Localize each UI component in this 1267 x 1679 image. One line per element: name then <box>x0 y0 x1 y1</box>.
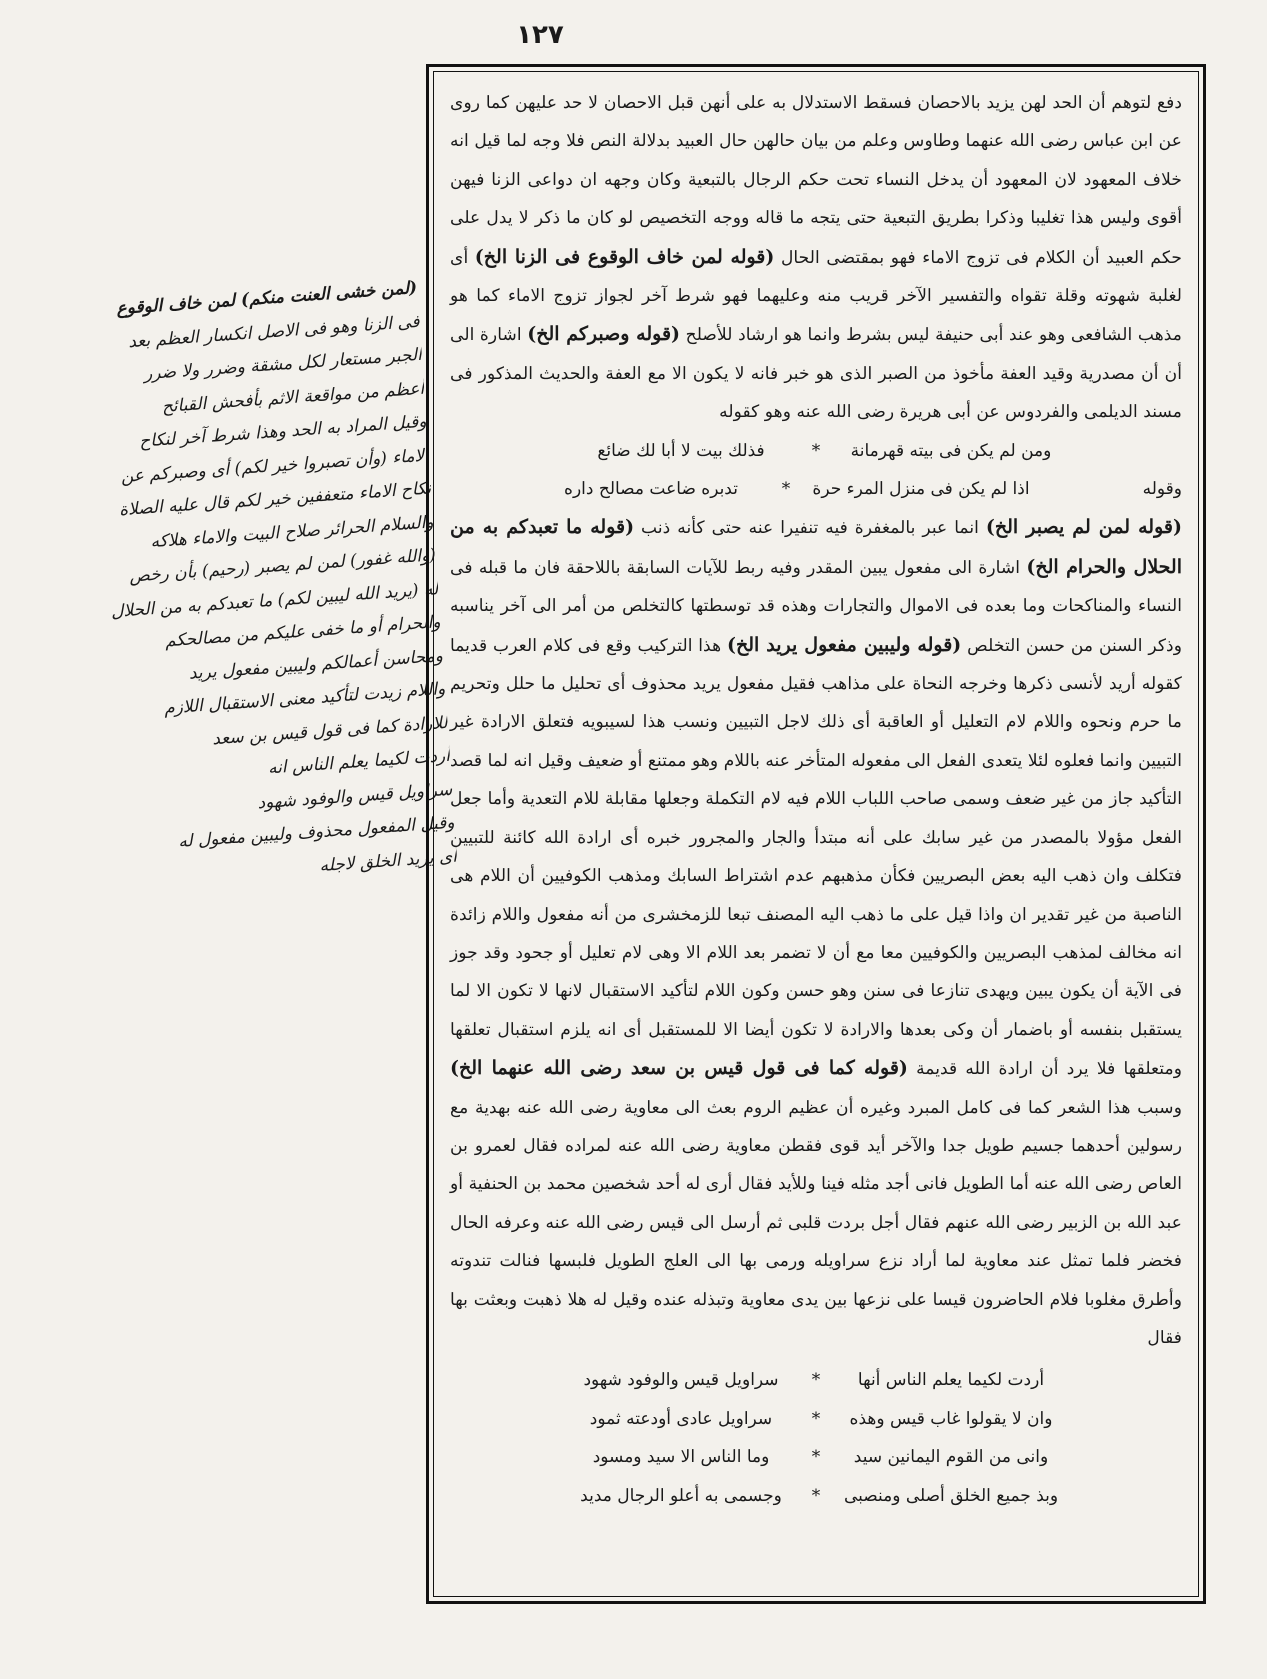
margin-line: أى يريد الخلق لاجله <box>318 846 458 876</box>
verse-hemistich: تدبره ضاعت مصالح داره <box>564 479 738 500</box>
verse-line <box>450 1477 1182 1515</box>
lemma-heading: (قوله لمن خاف الوقوع فى الزنا الخ) <box>474 245 775 268</box>
verse-line <box>450 1400 1182 1438</box>
margin-line: نكاح الاماء متعففين خير لكم قال عليه الصلاة <box>118 478 432 521</box>
verse-hemistich: وانى من القوم اليمانين سيد <box>853 1447 1049 1468</box>
margin-line: فى الزنا وهو فى الاصل انكسار العظم بعد <box>127 311 421 352</box>
verse-hemistich: اذا لم يكن فى منزل المرء حرة <box>812 479 1030 500</box>
margin-line: (لمن خشى العنت منكم) لمن خاف الوقوع <box>115 277 418 319</box>
verse-hemistich: فذلك بيت لا أبا لك ضائع <box>597 440 765 461</box>
commentary-paragraph <box>450 84 1182 432</box>
text-segment: وسبب هذا الشعر كما فى كامل المبرد وغيره أن عظيم الروم بعث الى معاوية رضى الله عنه بهدية مع رسولين أحدهما جسيم طويل جدا والآخر أيد قوى فقطن معاوية رضى الله عنه لمراده فقال لعمرو بن العاص رضى الله عنه أما الطويل فانى أجد مثله فينا وللأيد فقال أرى له أحد شخصين محمد بن الحنفية أو عبد الله بن الزبير رضى الله عنهم فقال أجل بردت قلبى ثم أرسل الى قيس رضى الله عنه وعرفه الحال فخضر فلما تمثل عند معاوية لما أراد نزع سراويله ورمى بها الى العلج الطويل فلبسها فنالت تندوته وأطرق مغلوبا فلام الحاضرون قيسا على نزعها بين يدى معاوية وتبذله عنده وقيل له هلا ذهبت وبعثت بها فقال <box>450 1097 1182 1348</box>
margin-line: وقيل المراد به الحد وهذا شرط آخر لنكاح <box>138 411 428 452</box>
margin-line: الاماء (وأن تصبروا خير لكم) أى وصبركم عن <box>120 445 430 487</box>
verse-hemistich: أردت لكيما يعلم الناس أنها <box>857 1370 1045 1391</box>
verse-line <box>450 1361 1182 1399</box>
verse-hemistich: ومن لم يكن فى بيته قهرمانة <box>850 440 1052 461</box>
verse-line <box>450 432 1182 470</box>
margin-line: سراويل قيس والوفود شهود <box>256 779 453 813</box>
verse-separator: * <box>811 440 821 461</box>
margin-line: وقيل المفعول محذوف وليبين مفعول له <box>177 812 456 852</box>
margin-line: أعظم من مواقعة الاثم بأفحش القبائح <box>161 378 425 417</box>
text-segment: هذا التركيب وقع فى كلام العرب قديما كقوله أريد لأنسى ذكرها وخرجه النحاة على مذاهب فقيل مفعول يريد محذوف أى تحليل ما حلل وتحريم ما حرم ونحوه واللام لام التعليل أو العاقبة أى ذلك لاجل التبيين ونسب هذا لسيبويه فتعلق الارادة غير التبيين وانما فعلوه لئلا يتعدى الفعل الى مفعوله المتأخر عنه باللام وهو ممتنع أو ضعيف وقيل انه لما قصد التأكيد جاز من غير ضعف وسمى صاحب اللباب اللام فيه لام التكملة وجعلها مقابلة للام التعدية وأما جعل الفعل مؤولا بالمصدر من غير سابك على أنه مبتدأ والجار والمجرور خبره أى ارادة الله كائنة للتبيين فتكلف وان ذهب اليه بعض البصريين فكأن مذهبهم عدم اشتراط السابك ومذهب الكوفيين أن اللام هى الناصبة من غير تقدير ان واذا قيل على ما ذهب اليه المصنف تبعا للزمخشرى من أنه مفعول واللام زائدة انه مخالف لمذهب البصريين والكوفيين معا مع أن لا تضمر بعد اللام الا وهى لام تعليل أو جحود وقد جوز فى الآية أن يكون يبين ويهدى تنازعا فى سنن وهو حسن وكون اللام لتأكيد الاستقبال لانها لا تكون الا لما يستقبل بنفسه أو باضمار أن وكى بعدها والارادة لا تكون أيضا الا للمستقبل أى انه يلزم استقبال تعلقها ومتعلقها فلا يرد أن ارادة الله قديمة <box>450 635 1182 1080</box>
verse-line <box>450 1438 1182 1476</box>
lemma-heading: (قوله وليبين مفعول يريد الخ) <box>726 633 962 656</box>
margin-line: أردت لكيما يعلم الناس انه <box>267 745 451 779</box>
verse-separator: * <box>811 1447 821 1468</box>
main-text-frame <box>426 64 1206 1604</box>
margin-line: الجبر مستعار لكل مشقة وضرر ولا ضرر <box>143 344 423 385</box>
verse-hemistich: وان لا يقولوا غاب قيس وهذه <box>849 1408 1053 1429</box>
margin-line: ومحاسن أعمالكم وليبين مفعول يريد <box>188 645 444 684</box>
verse-separator: * <box>811 1408 821 1429</box>
verse-separator: * <box>811 1370 821 1391</box>
text-segment: انما عبر بالمغفرة فيه تنفيرا عنه حتى كأنه ذنب <box>641 518 979 539</box>
poem-verses <box>450 1361 1182 1515</box>
text-segment: أى لغلبة شهوته وقلة تقواه والتفسير الآخر قريب منه وعليهما فهو شرط آخر لجواز تزوج الاماء كما هو مذهب الشافعى وهو عند أبى حنيفة ليس بشرط وانما هو ارشاد للأصلح <box>450 247 1182 346</box>
margin-line: واللام زيدت لتأكيد معنى الاستقبال اللازم <box>163 679 446 719</box>
verse-separator: * <box>811 1485 821 1506</box>
page-number: ١٢٧ <box>516 20 564 50</box>
margin-line: له (يريد الله ليبين لكم) ما تعبدكم به من الحلال <box>110 578 439 622</box>
verse-hemistich: سراويل عادى أودعته ثمود <box>589 1408 773 1429</box>
lemma-heading: (قوله لمن لم يصبر الخ) <box>985 516 1182 539</box>
verse-hemistich: سراويل قيس والوفود شهود <box>583 1370 779 1391</box>
lemma-heading: (قوله كما فى قول قيس بن سعد رضى الله عنهما الخ) <box>450 1057 908 1080</box>
commentary-paragraph <box>450 508 1182 1357</box>
verse-hemistich: وبذ جميع الخلق أصلى ومنصبى <box>843 1485 1059 1506</box>
verse-hemistich: وما الناس الا سيد ومسود <box>592 1447 770 1468</box>
verse-block <box>450 432 1182 509</box>
verse-lead-word: وقوله <box>1142 479 1182 500</box>
margin-line: للارادة كما فى قول قيس بن سعد <box>211 712 449 749</box>
margin-commentary <box>85 272 475 1133</box>
margin-line: والحرام أو ما خفى عليكم من مصالحكم <box>164 612 442 652</box>
verse-hemistich: وجسمى به أعلو الرجال مديد <box>580 1485 782 1506</box>
text-segment: دفع لتوهم أن الحد لهن يزيد بالاحصان فسقط الاستدلال به على أنهن قبل الاحصان لا حد عليهن كما روى عن ابن عباس رضى الله عنهما وطاوس وعلم من بيان حالهن حال العبيد بدلالة النص فلا وجه لما قيل انه خلاف المعهود لان المعهود أن يدخل النساء تحت حكم الرجال بالتبعية وكان وجهه ان دواعى الزنا فيهن أقوى وليس هذا تغليبا وذكرا بطريق التبعية حتى يتجه ما قاله ووجه التخصيص لو كان ما ذكر لا يدل على حكم العبيد أن الكلام فى تزوج الاماء فهو بمقتضى الحال <box>450 93 1182 268</box>
lemma-heading: (قوله ما تعبدكم به من الحلال والحرام الخ) <box>450 516 1183 578</box>
verse-line <box>450 470 1182 508</box>
margin-line: والسلام الحرائر صلاح البيت والاماء هلاكه <box>149 511 435 552</box>
margin-line: (والله غفور) لمن لم يصبر (رحيم) بأن رخص <box>128 545 437 587</box>
text-segment: اشارة الى أن أن مصدرية وقيد العفة مأخوذ من الصبر الذى هو خبر فانه لا يكون الا مع العفة والحديث المذكور فى مسند الديلمى والفردوس عن أبى هريرة رضى الله عنه وهو كقوله <box>450 325 1182 423</box>
lemma-heading: (قوله وصبركم الخ) <box>527 323 681 346</box>
verse-separator: * <box>781 479 791 500</box>
main-text-body <box>433 71 1199 1597</box>
text-segment: اشارة الى مفعول يبين المقدر وفيه ربط للآيات السابقة باللاحقة فان ما قبله فى النساء والمناكحات وما بعده فى الاموال والتجارات وهذه قد توسطتها كالتخلص من أمر الى آخر يناسبه وذكر السنن من حسن التخلص <box>450 557 1183 656</box>
